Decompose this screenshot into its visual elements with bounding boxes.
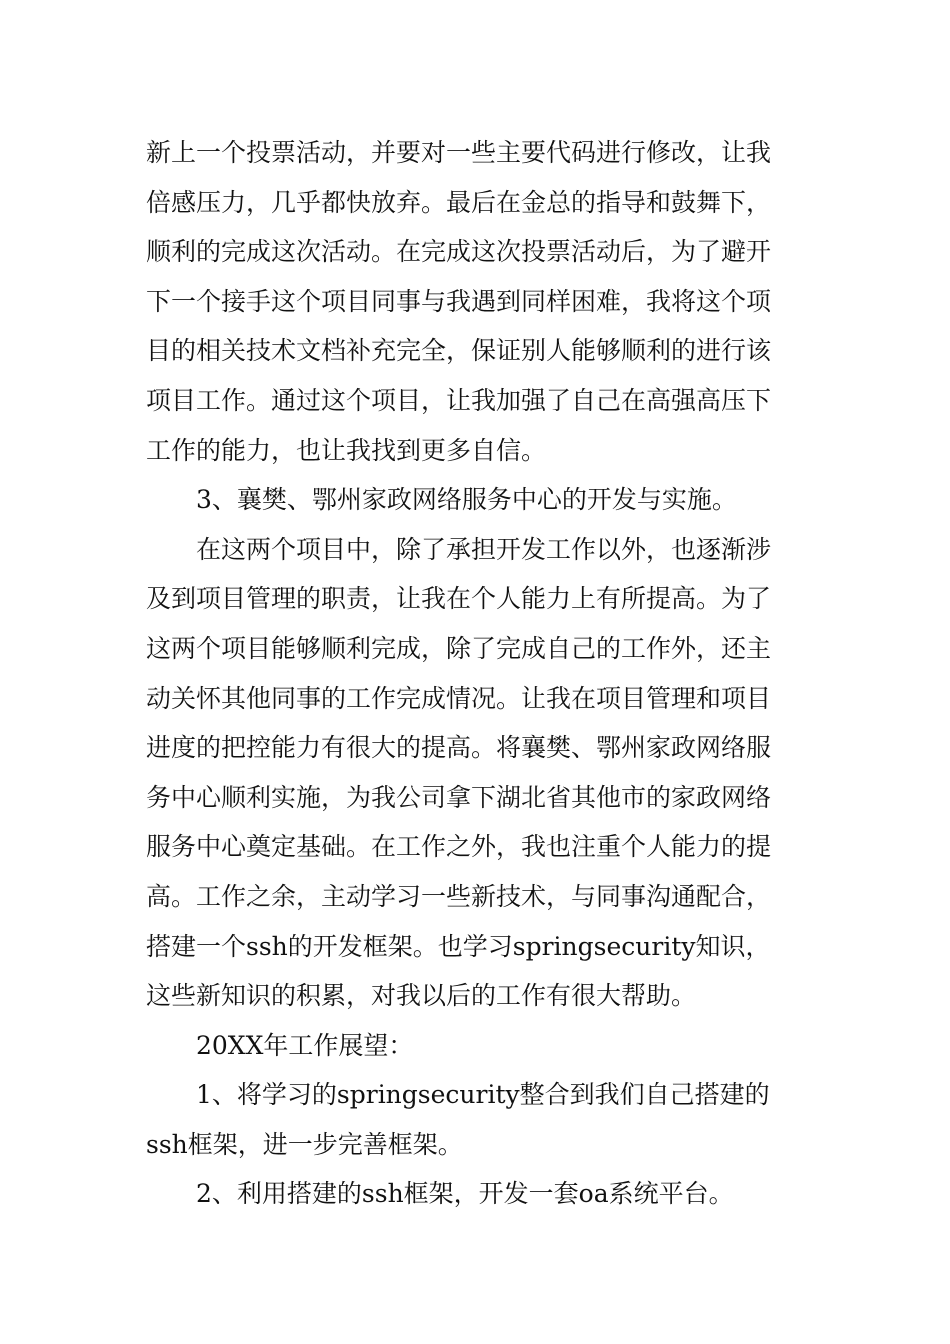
- body-text: [146, 128, 808, 1219]
- paragraph-outlook-item-1: 1、将学习的springsecurity整合到我们自己搭建的 ssh框架，进一步完善框架。: [146, 1080, 770, 1159]
- paragraph-outlook-item-2: 2、利用搭建的ssh框架，开发一套oa系统平台。: [146, 1179, 734, 1209]
- paragraph-outlook-heading: 20XX年工作展望：: [146, 1030, 414, 1060]
- paragraph-voting-project: 新上一个投票活动，并要对一些主要代码进行修改，让我 倍感压力，几乎都快放弃。最后在金总的指导和鼓舞下， 顺利的完成这次活动。在完成这次投票活动后，为了避开 下一个接手这个项目同事与我遇到同样困难，我将这个项 目的相关技术文档补充完全，保证别人能够顺利的进行该 项目工作。通过这个项目，让我加强了自己在高强高压下 工作的能力，也让我找到更多自信。: [146, 138, 772, 465]
- paragraph-item-3-heading: 3、襄樊、鄂州家政网络服务中心的开发与实施。: [146, 485, 737, 515]
- paragraph-project-management: 在这两个项目中，除了承担开发工作以外，也逐渐涉 及到项目管理的职责，让我在个人能力上有所提高。为了 这两个项目能够顺利完成，除了完成自己的工作外，还主 动关怀其他同事的工作完成情况。让我在项目管理和项目 进度的把控能力有很大的提高。将襄樊、鄂州家政网络服 务中心顺利实施，为我公司拿下湖北省其他市的家政网络 服务中心奠定基础。在工作之外，我也注重个人能力的提 高。工作之余，主动学习一些新技术，与同事沟通配合， 搭建一个ssh的开发框架。也学习springsecurity知识， 这些新知识的积累，对我以后的工作有很大帮助。: [146, 534, 772, 1011]
